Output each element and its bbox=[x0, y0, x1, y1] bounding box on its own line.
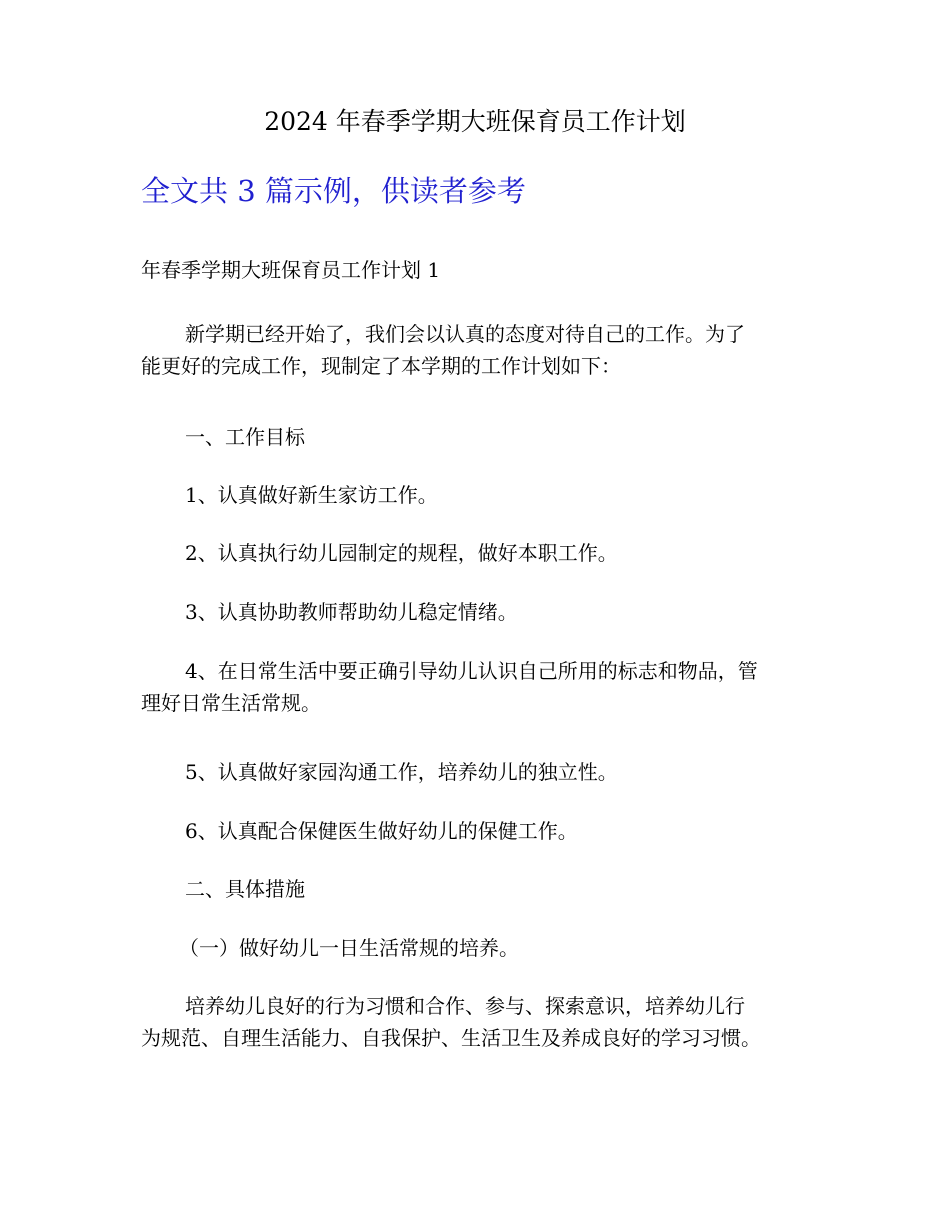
goal-item-4 bbox=[141, 655, 821, 719]
paragraph-line: 5、认真做好家园沟通工作，培养幼儿的独立性。 bbox=[185, 760, 618, 784]
paragraph-line: 二、具体措施 bbox=[185, 877, 305, 901]
document-title: 2024 年春季学期大班保育员工作计划 bbox=[264, 107, 686, 136]
goal-item-1 bbox=[141, 479, 821, 511]
measure-paragraph-1 bbox=[141, 990, 821, 1054]
goal-item-2 bbox=[141, 537, 821, 569]
measure-subheading-1 bbox=[141, 932, 821, 964]
heading-goals bbox=[141, 421, 821, 453]
paragraph-line: 能更好的完成工作，现制定了本学期的工作计划如下： bbox=[141, 354, 621, 378]
paragraph-line: 一、工作目标 bbox=[185, 425, 305, 449]
paragraph-line: 2、认真执行幼儿园制定的规程，做好本职工作。 bbox=[185, 541, 618, 565]
paragraph-line: 为规范、自理生活能力、自我保护、生活卫生及养成良好的学习习惯。 bbox=[141, 1026, 761, 1050]
paragraph-line: 理好日常生活常规。 bbox=[141, 691, 321, 715]
paragraph-line: 4、在日常生活中要正确引导幼儿认识自己所用的标志和物品，管 bbox=[185, 659, 758, 683]
section-heading: 年春季学期大班保育员工作计划 1 bbox=[141, 258, 441, 282]
paragraph-line: 1、认真做好新生家访工作。 bbox=[185, 483, 438, 507]
paragraph-intro bbox=[141, 318, 821, 382]
goal-item-5 bbox=[141, 756, 821, 788]
goal-item-3 bbox=[141, 596, 821, 628]
goal-item-6 bbox=[141, 815, 821, 847]
document-subtitle: 全文共 3 篇示例，供读者参考 bbox=[141, 174, 526, 208]
paragraph-line: 新学期已经开始了，我们会以认真的态度对待自己的工作。为了 bbox=[185, 322, 745, 346]
paragraph-line: （一）做好幼儿一日生活常规的培养。 bbox=[179, 936, 519, 960]
heading-measures bbox=[141, 873, 821, 905]
paragraph-line: 培养幼儿良好的行为习惯和合作、参与、探索意识，培养幼儿行 bbox=[185, 994, 745, 1018]
paragraph-line: 6、认真配合保健医生做好幼儿的保健工作。 bbox=[185, 819, 578, 843]
paragraph-line: 3、认真协助教师帮助幼儿稳定情绪。 bbox=[185, 600, 518, 624]
